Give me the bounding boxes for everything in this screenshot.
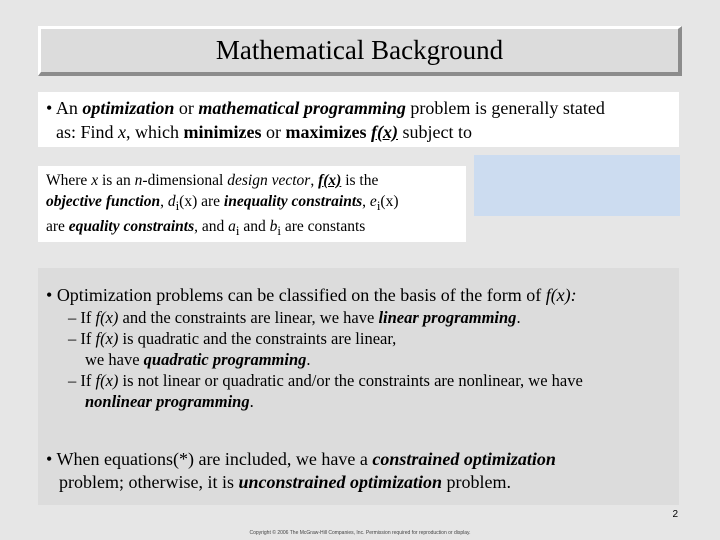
intro-text: subject to	[402, 122, 472, 142]
subscript-i: i	[277, 223, 281, 239]
var-e: e	[369, 193, 377, 210]
def-text: (x)	[380, 193, 399, 210]
dash-icon: –	[68, 308, 77, 327]
intro-text: , which	[126, 122, 180, 142]
def-text: and	[243, 218, 266, 236]
list-item	[46, 307, 671, 328]
def-text: Where	[46, 172, 88, 189]
list-item-continued	[46, 349, 671, 370]
def-text: is the	[345, 172, 379, 189]
term-design-vector: design vector	[227, 172, 311, 189]
term-linear-programming: linear programming	[378, 308, 517, 327]
slide-title: Mathematical Background	[215, 35, 504, 65]
def-text: , and	[194, 218, 225, 236]
item-text: If	[80, 308, 92, 327]
item-text: If	[80, 371, 92, 390]
constrained-text: problem; otherwise, it is	[59, 472, 234, 492]
item-text: is quadratic and the constraints are linear,	[122, 329, 397, 348]
term-fx: f(x)	[95, 371, 119, 390]
def-text: ,	[362, 193, 367, 210]
item-text: and the constraints are linear, we have	[122, 308, 375, 327]
var-a: a	[228, 218, 236, 236]
term-fx: f(x):	[545, 285, 577, 305]
term-mathematical-programming: mathematical programming	[198, 98, 406, 118]
subscript-i: i	[376, 198, 381, 214]
item-text: If	[80, 329, 92, 348]
page-number: 2	[672, 509, 678, 520]
intro-text: problem is generally stated	[410, 98, 605, 118]
def-text: are	[46, 218, 65, 236]
definitions-box	[38, 166, 466, 242]
term-nonlinear-programming: nonlinear programming	[85, 392, 250, 411]
classification-sub-list	[46, 307, 671, 412]
constrained-text: problem.	[446, 472, 512, 492]
dash-icon: –	[68, 329, 77, 348]
slide-title-bar	[38, 26, 682, 76]
term-optimization: optimization	[82, 98, 175, 118]
term-maximizes: maximizes	[285, 122, 367, 142]
subscript-i: i	[235, 223, 240, 239]
list-item-continued	[46, 391, 671, 412]
subscript-i: i	[175, 198, 180, 214]
var-b: b	[269, 218, 278, 236]
intro-text: as: Find	[56, 122, 114, 142]
term-fx: f(x)	[318, 172, 342, 189]
term-objective-function: objective function	[46, 193, 161, 210]
def-text: is an	[101, 172, 131, 189]
constrained-text: When equations(*) are included, we have a	[56, 449, 368, 469]
def-text: ,	[310, 172, 315, 189]
def-text: are constants	[284, 218, 366, 236]
def-text: (x) are	[179, 193, 221, 210]
var-x: x	[118, 122, 127, 142]
formula-box	[474, 155, 680, 216]
copyright-notice: Copyright © 2006 The McGraw-Hill Companies, Inc. Permission required for reproduction or display.	[249, 530, 471, 536]
classification-box	[38, 268, 679, 505]
var-d: d	[167, 193, 176, 210]
item-text: .	[306, 350, 311, 369]
intro-text: or	[266, 122, 282, 142]
classification-bullet	[46, 284, 671, 307]
def-text: -dimensional	[142, 172, 224, 189]
intro-text-box	[38, 92, 679, 147]
item-text: .	[249, 392, 254, 411]
constrained-bullet	[46, 448, 671, 494]
classification-text: Optimization problems can be classified on the basis of the form of	[56, 285, 542, 305]
term-fx: f(x)	[95, 329, 119, 348]
list-item	[46, 328, 671, 349]
intro-text: or	[178, 98, 194, 118]
dash-icon: –	[68, 371, 77, 390]
term-unconstrained-optimization: unconstrained optimization	[238, 472, 443, 492]
var-x: x	[91, 172, 99, 189]
item-text: is not linear or quadratic and/or the constraints are nonlinear, we have	[122, 371, 583, 390]
term-quadratic-programming: quadratic programming	[143, 350, 307, 369]
def-text: ,	[160, 193, 164, 210]
intro-text: An	[55, 98, 78, 118]
term-minimizes: minimizes	[183, 122, 262, 142]
item-text: .	[516, 308, 521, 327]
bullet-icon: •	[46, 449, 53, 469]
term-fx: f(x)	[95, 308, 119, 327]
term-equality-constraints: equality constraints	[68, 218, 195, 236]
list-item	[46, 370, 671, 391]
bullet-icon: •	[46, 285, 53, 305]
term-fx: f(x)	[371, 122, 398, 142]
item-text: we have	[85, 350, 140, 369]
var-n: n	[134, 172, 143, 189]
term-constrained-optimization: constrained optimization	[372, 449, 556, 469]
bullet-icon: •	[46, 98, 53, 118]
term-inequality-constraints: inequality constraints	[223, 193, 363, 210]
